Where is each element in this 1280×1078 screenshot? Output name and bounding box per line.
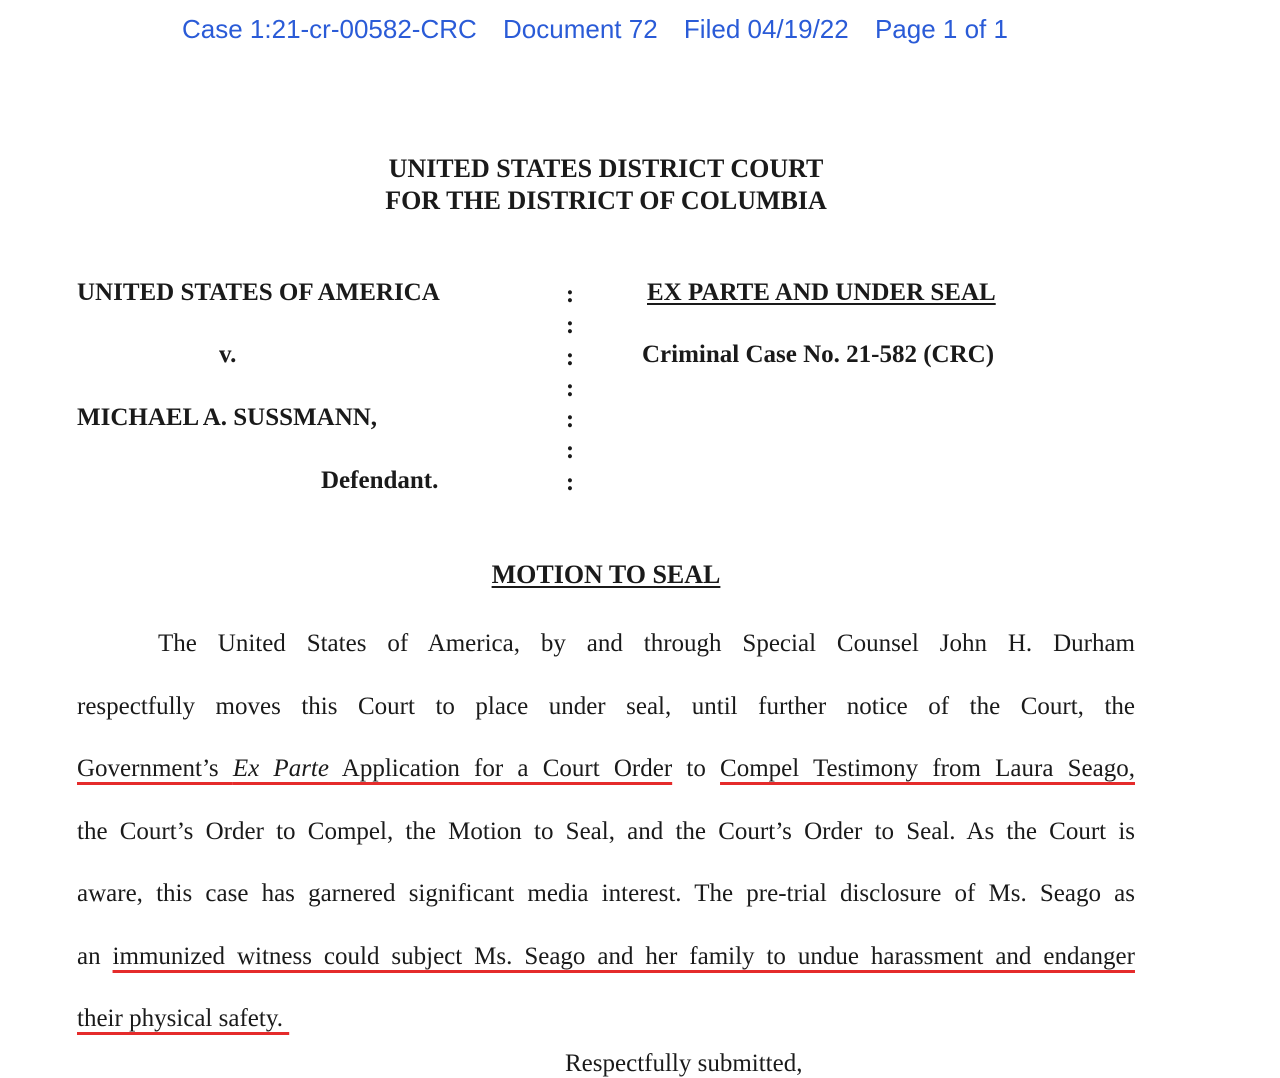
- caption-colon: :: [565, 468, 575, 496]
- caption-colon: :: [565, 312, 575, 340]
- body-text-fragment: an: [77, 942, 113, 970]
- seal-notice: EX PARTE AND UNDER SEAL: [647, 279, 996, 306]
- body-line-7: [77, 988, 1135, 1051]
- body-text-fragment: Government’s: [77, 755, 233, 782]
- case-number-header: Case 1:21-cr-00582-CRC: [182, 14, 477, 44]
- motion-title: MOTION TO SEAL: [491, 560, 721, 589]
- closing-signature-line: Respectfully submitted,: [565, 1050, 803, 1077]
- defendant-label: Defendant.: [321, 467, 439, 494]
- document-number-header: Document 72: [503, 14, 658, 44]
- body-line-6: [77, 926, 1135, 989]
- court-title-line-2: FOR THE DISTRICT OF COLUMBIA: [385, 186, 827, 215]
- caption-divider: [563, 279, 577, 498]
- criminal-case-number: Criminal Case No. 21-582 (CRC): [642, 341, 995, 368]
- versus-label: v.: [219, 341, 237, 368]
- court-title: [0, 153, 1212, 217]
- filed-date-header: Filed 04/19/22: [683, 14, 849, 44]
- body-line-2: respectfully moves this Court to place under seal, until further notice of the Court, the: [77, 692, 1135, 720]
- highlighted-compel-testimony: Compel Testimony from Laura Seago,: [720, 755, 1135, 782]
- highlighted-witness-risk: immunized witness could subject Ms. Seago and her family to undue harassment and endanger: [112, 942, 1135, 970]
- caption-colon: :: [565, 343, 575, 371]
- ecf-filing-header: [182, 14, 1008, 45]
- court-title-line-1: UNITED STATES DISTRICT COURT: [388, 154, 824, 183]
- plaintiff-name: UNITED STATES OF AMERICA: [77, 279, 440, 306]
- body-line-3: [77, 738, 1135, 801]
- body-line-4: the Court’s Order to Compel, the Motion to Seal, and the Court’s Order to Seal. As the Court is: [77, 817, 1135, 845]
- motion-body: [77, 613, 1135, 1051]
- caption-colon: :: [565, 437, 575, 465]
- body-text-fragment: Application for a Court Order: [328, 755, 673, 782]
- highlighted-application-title: [77, 755, 672, 782]
- highlighted-physical-safety: their physical safety.: [77, 1005, 290, 1032]
- page-count-header: Page 1 of 1: [874, 14, 1008, 44]
- body-line-1: The United States of America, by and through Special Counsel John H. Durham: [158, 630, 1135, 657]
- defendant-name: MICHAEL A. SUSSMANN,: [77, 404, 378, 431]
- body-line-5: aware, this case has garnered significant media interest. The pre-trial disclosure of Ms. Seago as: [77, 880, 1135, 907]
- body-text-italic: Ex Parte: [232, 755, 329, 782]
- caption-colon: :: [565, 374, 575, 402]
- body-text-fragment: to: [672, 755, 721, 782]
- caption-colon: :: [565, 406, 575, 434]
- caption-colon: :: [565, 281, 575, 308]
